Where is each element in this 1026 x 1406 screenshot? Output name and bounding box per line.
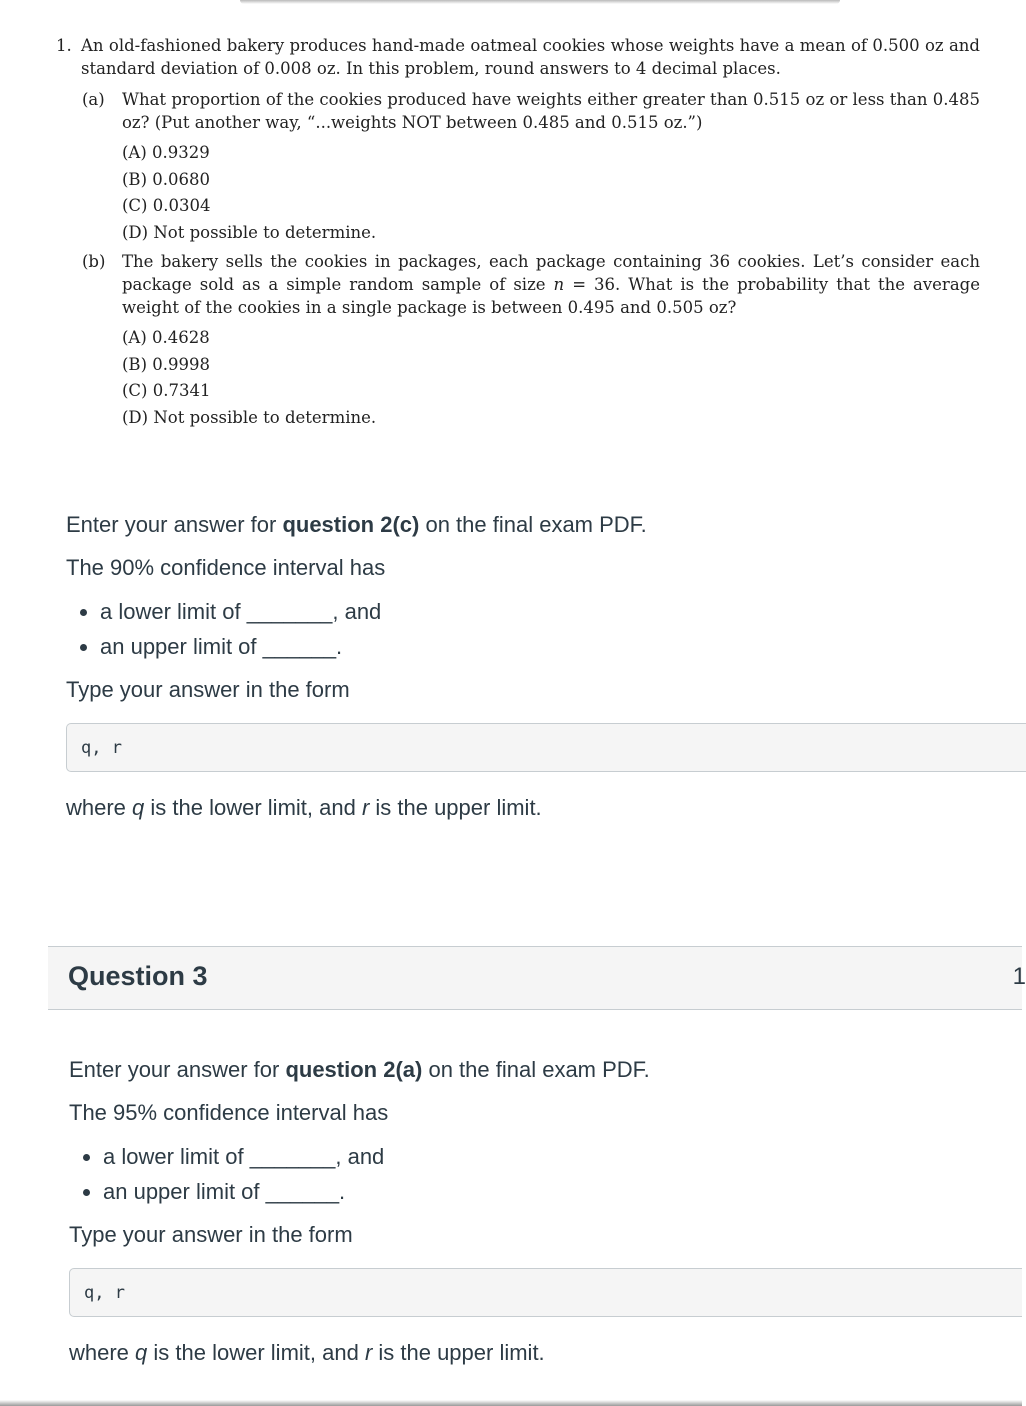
question-ref: question 2(a) [285, 1057, 423, 1082]
where-text [66, 795, 1022, 821]
var-r: r [361, 795, 370, 820]
question-points: 1 [1012, 963, 1026, 990]
exam-parts [82, 88, 980, 431]
answer-input[interactable] [66, 723, 1026, 772]
answer-input[interactable] [69, 1268, 1022, 1317]
part-text-before: The bakery sells the cookies in packages, each package containing 36 cookies. Let’s consider each package sold as a simple random sample of size [122, 252, 980, 294]
question-3-body [69, 1057, 1025, 1366]
option: (C) 0.7341 [122, 381, 211, 400]
where-text [69, 1340, 1025, 1366]
option: (B) 0.9998 [122, 354, 210, 374]
exam-pdf-excerpt [56, 34, 980, 431]
intro-text: Enter your answer for [69, 1057, 286, 1082]
option: (D) Not possible to determine. [122, 222, 377, 242]
option: (A) 0.4628 [122, 328, 210, 347]
where-part: is the upper limit. [372, 1340, 545, 1365]
form-instruction: Type your answer in the form [66, 677, 350, 702]
var-r: r [364, 1340, 373, 1365]
option: (C) 0.0304 [122, 196, 211, 215]
limits-list [66, 594, 1022, 664]
part-a-options [122, 140, 980, 246]
ci-text: The 90% confidence interval has [66, 555, 386, 580]
option: (D) Not possible to determine. [122, 407, 377, 427]
upper-limit-item: • an upper limit of ______. [100, 629, 1022, 664]
intro-text: Enter your answer for [66, 512, 283, 537]
option: (B) 0.0680 [122, 169, 210, 189]
var-q: q [132, 795, 145, 820]
part-text-after: = 36. What is the probability that the average weight of the cookies in a single package is between 0.495 and 0.505 oz? [122, 275, 980, 317]
part-label: (a) [82, 90, 105, 109]
where-part: is the lower limit, and [144, 795, 362, 820]
exam-part-a [82, 88, 980, 134]
intro-text: on the final exam PDF. [419, 512, 647, 537]
intro-text: on the final exam PDF. [422, 1057, 650, 1082]
question-intro [69, 1057, 1025, 1083]
where-part: is the lower limit, and [147, 1340, 365, 1365]
part-b-options [122, 325, 980, 431]
exam-part-b [82, 250, 980, 319]
part-label: (b) [82, 252, 106, 271]
exam-question-number: 1. [56, 36, 72, 55]
page-bottom-shadow [0, 1400, 1022, 1406]
page-top-shadow [240, 0, 840, 4]
math-variable-n: n [553, 275, 565, 294]
lower-limit-item: • a lower limit of _______, and [103, 1139, 1025, 1174]
where-part: where [66, 795, 133, 820]
exam-question-1 [56, 34, 980, 80]
question-2-body [66, 512, 1022, 821]
upper-limit-item: • an upper limit of ______. [103, 1174, 1025, 1209]
part-text: What proportion of the cookies produced have weights either greater than 0.515 oz or less than 0.485 oz? (Put another way, “...weights NOT between 0.485 and 0.515 oz.”) [122, 90, 980, 132]
where-part: where [69, 1340, 136, 1365]
exam-question-text: An old-fashioned bakery produces hand-made oatmeal cookies whose weights have a mean of 0.500 oz and standard deviation of 0.008 oz. In this problem, round answers to 4 decimal places. [81, 36, 980, 78]
option: (A) 0.9329 [122, 143, 210, 162]
limits-list [69, 1139, 1025, 1209]
ci-text: The 95% confidence interval has [69, 1100, 389, 1125]
question-title: Question 3 [68, 961, 208, 991]
question-intro [66, 512, 1022, 538]
question-ref: question 2(c) [282, 512, 420, 537]
part-text [122, 250, 980, 319]
var-q: q [135, 1340, 148, 1365]
question-3-header [48, 946, 1026, 1010]
form-instruction: Type your answer in the form [69, 1222, 353, 1247]
where-part: is the upper limit. [369, 795, 542, 820]
lower-limit-item: • a lower limit of _______, and [100, 594, 1022, 629]
